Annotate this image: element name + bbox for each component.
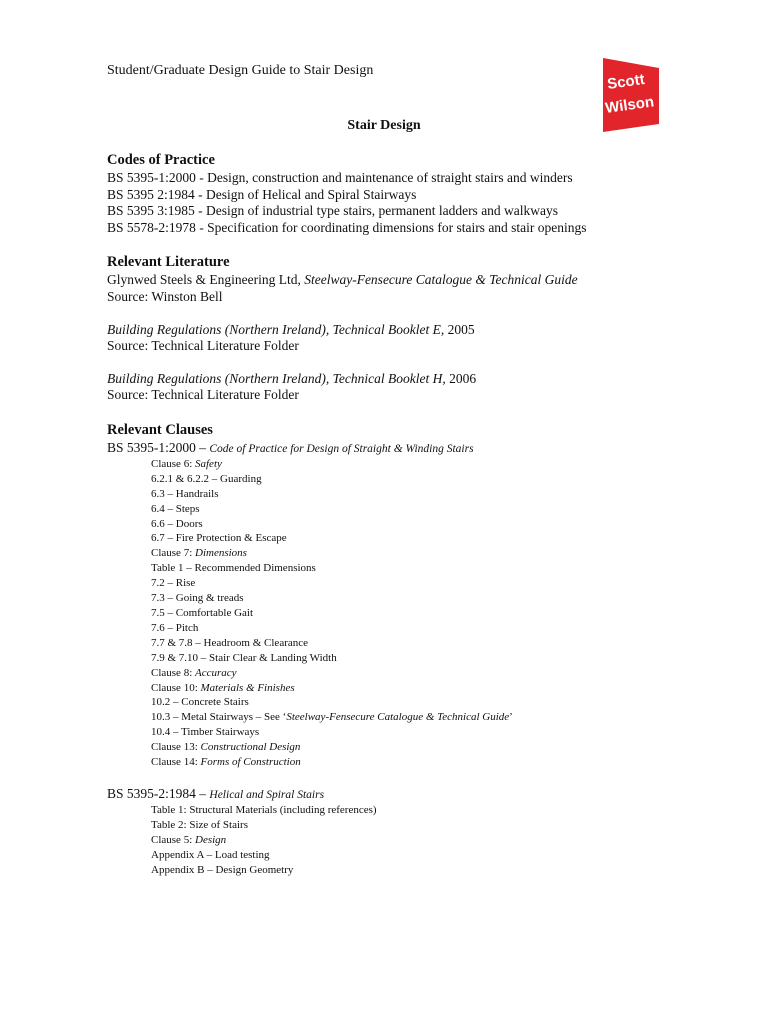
standard-title: Helical and Spiral Stairs	[209, 788, 325, 801]
clause-title: Constructional Design	[200, 741, 301, 754]
clause-text: Clause 14:	[151, 756, 201, 769]
clause-title: Materials & Finishes	[200, 681, 295, 694]
clause-text: 10.3 – Metal Stairways – See ‘	[151, 711, 287, 724]
clause-text: 7.9 & 7.10 – Stair Clear & Landing Width	[151, 651, 337, 664]
standard-code: BS 5395-1:2000 –	[107, 439, 210, 455]
clause-item	[107, 818, 727, 833]
reference-title: Building Regulations (Northern Ireland), Technical Booklet E,	[107, 321, 445, 337]
clause-title: Design	[195, 833, 227, 846]
literature-reference	[107, 322, 727, 339]
clause-item	[107, 803, 727, 818]
clause-item	[107, 487, 727, 502]
clause-title: Dimensions	[195, 547, 247, 560]
clause-item	[107, 710, 727, 725]
reference-title: Steelway-Fensecure Catalogue & Technical Guide	[304, 272, 578, 288]
page-title: Stair Design	[347, 118, 421, 133]
clause-text: 7.5 – Comfortable Gait	[151, 607, 254, 619]
clause-text: 6.7 – Fire Protection & Escape	[151, 532, 287, 545]
clause-item	[107, 848, 727, 863]
clause-text: Clause 8:	[151, 666, 195, 679]
clause-title: Forms of Construction	[200, 756, 301, 769]
clause-text: 7.2 – Rise	[151, 577, 196, 590]
codes-heading: Codes of Practice	[107, 152, 215, 168]
literature-entry	[107, 322, 727, 355]
literature-source: Source: Technical Literature Folder	[107, 338, 299, 354]
logo-text-wilson: Wilson	[604, 93, 656, 117]
literature-entry	[107, 272, 727, 305]
clause-item	[107, 502, 727, 517]
reference-publisher: Glynwed Steels & Engineering Ltd,	[107, 272, 305, 288]
code-item: BS 5578-2:1978 - Specification for coordinating dimensions for stairs and stair openings	[107, 219, 587, 235]
literature-source: Source: Winston Bell	[107, 288, 223, 304]
clause-text: 7.6 – Pitch	[151, 621, 199, 634]
clause-text: 6.6 – Doors	[151, 517, 203, 530]
document-header: Student/Graduate Design Guide to Stair Design	[107, 63, 374, 78]
clause-item	[107, 472, 727, 487]
clause-text: Table 1 – Recommended Dimensions	[151, 562, 316, 575]
standard-code: BS 5395-2:1984 –	[107, 785, 210, 801]
code-item: BS 5395 2:1984 - Design of Helical and Spiral Stairways	[107, 186, 417, 202]
clause-text: 7.7 & 7.8 – Headroom & Clearance	[151, 636, 309, 649]
code-item: BS 5395 3:1985 - Design of industrial type stairs, permanent ladders and walkways	[107, 203, 559, 219]
clause-text: 6.4 – Steps	[151, 502, 200, 515]
clause-text: 6.2.1 & 6.2.2 – Guarding	[151, 472, 262, 485]
clause-item	[107, 517, 727, 532]
clause-text: 7.3 – Going & treads	[151, 592, 244, 605]
literature-entry	[107, 371, 727, 404]
clause-text: 6.3 – Handrails	[151, 487, 219, 500]
clause-item	[107, 651, 727, 666]
clause-title: Steelway-Fensecure Catalogue & Technical Guide	[286, 711, 510, 724]
clause-text: 10.2 – Concrete Stairs	[151, 696, 249, 709]
clause-item	[107, 531, 727, 546]
clause-item	[107, 863, 727, 878]
clause-item	[107, 561, 727, 576]
clause-item	[107, 725, 727, 740]
clause-item	[107, 695, 727, 710]
code-item: BS 5395-1:2000 - Design, construction and maintenance of straight stairs and winders	[107, 170, 573, 185]
reference-title: Building Regulations (Northern Ireland), Technical Booklet H,	[107, 370, 446, 386]
clause-item	[107, 591, 727, 606]
standard-heading	[107, 440, 727, 457]
literature-heading: Relevant Literature	[107, 254, 230, 271]
clause-item	[107, 666, 727, 681]
literature-source: Source: Technical Literature Folder	[107, 387, 299, 403]
clause-text: Appendix A – Load testing	[151, 848, 270, 861]
logo-text-scott: Scott	[606, 70, 646, 93]
clause-item	[107, 546, 727, 561]
clause-text: Clause 6:	[151, 457, 195, 470]
literature-reference	[107, 272, 727, 289]
literature-reference	[107, 371, 727, 388]
clause-text: Appendix B – Design Geometry	[151, 863, 294, 876]
clause-text: Table 2: Size of Stairs	[151, 818, 248, 831]
clause-item	[107, 740, 727, 755]
document-body	[107, 150, 727, 878]
reference-year: 2005	[444, 321, 475, 337]
clause-text: Clause 13:	[151, 741, 201, 754]
clause-item	[107, 755, 727, 770]
clause-item	[107, 681, 727, 696]
clause-item	[107, 636, 727, 651]
clause-text: 10.4 – Timber Stairways	[151, 726, 260, 739]
clauses-heading: Relevant Clauses	[107, 421, 213, 438]
clause-text: Table 1: Structural Materials (including references)	[151, 803, 377, 816]
standard-title: Code of Practice for Design of Straight & Winding Stairs	[209, 442, 474, 455]
clause-title: Accuracy	[195, 666, 237, 679]
clause-tail: ’	[509, 711, 513, 724]
codes-list	[107, 170, 727, 236]
clause-text: Clause 10:	[151, 681, 201, 694]
clause-title: Safety	[195, 457, 222, 470]
clause-item	[107, 576, 727, 591]
clause-text: Clause 5:	[151, 833, 195, 846]
clause-item	[107, 606, 727, 621]
clause-item	[107, 833, 727, 848]
clause-item	[107, 621, 727, 636]
clause-list	[107, 803, 727, 878]
reference-year: 2006	[445, 370, 477, 386]
clause-item	[107, 457, 727, 472]
clause-text: Clause 7:	[151, 547, 195, 560]
standard-heading	[107, 786, 727, 803]
clause-list	[107, 457, 727, 770]
